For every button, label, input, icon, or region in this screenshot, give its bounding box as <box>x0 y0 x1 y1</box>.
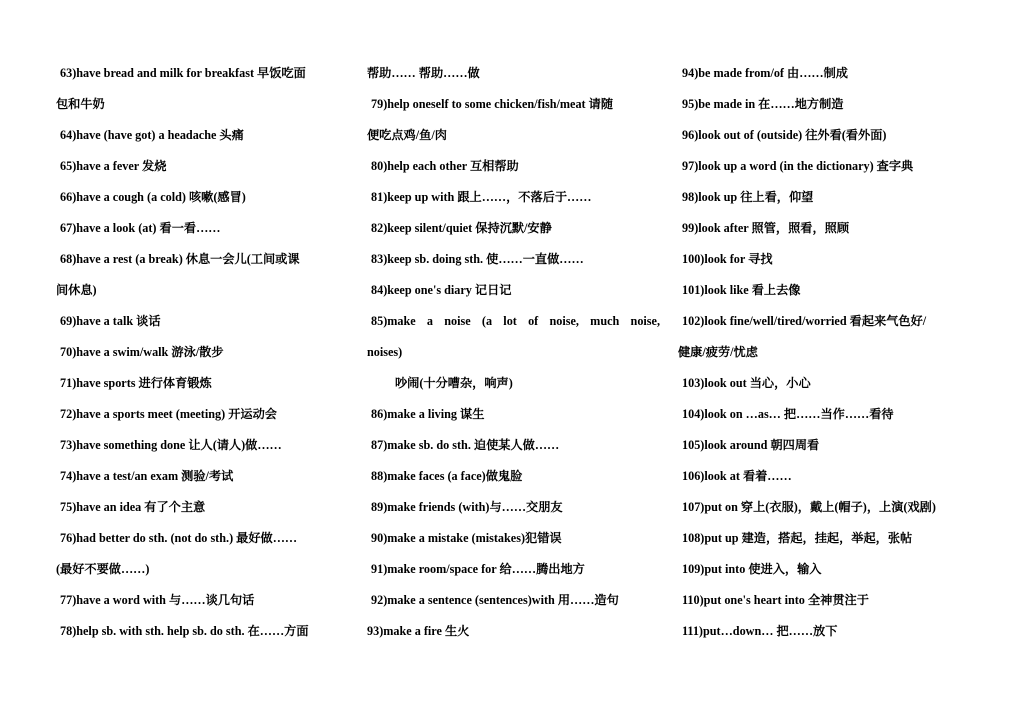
phrase-line: 99)look after 照管，照看，照顾 <box>682 221 850 235</box>
phrase-line: 84)keep one's diary 记日记 <box>371 283 512 297</box>
phrase-line: 吵闹(十分嘈杂，响声) <box>395 376 513 390</box>
phrase-line: 75)have an idea 有了个主意 <box>60 500 206 514</box>
phrase-line: 82)keep silent/quiet 保持沉默/安静 <box>371 221 552 235</box>
phrase-line: 90)make a mistake (mistakes)犯错误 <box>371 531 562 545</box>
phrase-line: 81)keep up with 跟上……，不落后于…… <box>371 190 592 204</box>
phrase-line: 间休息) <box>56 283 97 297</box>
phrase-line: 包和牛奶 <box>56 97 105 111</box>
phrase-line: 108)put up 建造，搭起，挂起，举起，张帖 <box>682 531 913 545</box>
phrase-line: 68)have a rest (a break) 休息一会儿(工间或课 <box>60 252 300 266</box>
phrase-line: 65)have a fever 发烧 <box>60 159 167 173</box>
phrase-line: 80)help each other 互相帮助 <box>371 159 519 173</box>
phrase-line: 107)put on 穿上(衣服)，戴上(帽子)，上演(戏剧) <box>682 500 936 514</box>
phrase-line: 83)keep sb. doing sth. 使……一直做…… <box>371 252 584 266</box>
phrase-line: 67)have a look (at) 看一看…… <box>60 221 221 235</box>
phrase-line: 105)look around 朝四周看 <box>682 438 820 452</box>
phrase-line: 96)look out of (outside) 往外看(看外面) <box>682 128 887 142</box>
phrase-line: 71)have sports 进行体育锻炼 <box>60 376 212 390</box>
phrase-line: 95)be made in 在……地方制造 <box>682 97 844 111</box>
phrase-line: 87)make sb. do sth. 迫使某人做…… <box>371 438 560 452</box>
phrase-column-1 <box>56 58 352 647</box>
phrase-line: 便吃点鸡/鱼/肉 <box>367 128 447 142</box>
phrase-line: 85)make a noise (a lot of noise, much noise, <box>371 314 660 328</box>
phrase-line: 健康/疲劳/忧虑 <box>678 345 758 359</box>
phrase-line: 78)help sb. with sth. help sb. do sth. 在……方面 <box>60 624 309 638</box>
phrase-line: 106)look at 看着…… <box>682 469 792 483</box>
phrase-line: 66)have a cough (a cold) 咳嗽(感冒) <box>60 190 246 204</box>
phrase-line: 89)make friends (with)与……交朋友 <box>371 500 563 514</box>
phrase-line: 72)have a sports meet (meeting) 开运动会 <box>60 407 277 421</box>
phrase-line: 69)have a talk 谈话 <box>60 314 161 328</box>
phrase-line: 63)have bread and milk for breakfast 早饭吃面 <box>60 66 306 80</box>
phrase-line: 97)look up a word (in the dictionary) 查字典 <box>682 159 914 173</box>
phrase-line: 74)have a test/an exam 测验/考试 <box>60 469 234 483</box>
phrase-column-2 <box>367 58 660 647</box>
phrase-line: 91)make room/space for 给……腾出地方 <box>371 562 585 576</box>
phrase-line: 70)have a swim/walk 游泳/散步 <box>60 345 224 359</box>
phrase-line: 79)help oneself to some chicken/fish/meat 请随 <box>371 97 614 111</box>
phrase-line: 110)put one's heart into 全神贯注于 <box>682 593 869 607</box>
phrase-line: 帮助…… 帮助……做 <box>367 66 480 80</box>
phrase-column-3 <box>678 58 978 647</box>
phrase-line: 103)look out 当心，小心 <box>682 376 811 390</box>
phrase-line: 86)make a living 谋生 <box>371 407 485 421</box>
phrase-line: 104)look on …as… 把……当作……看待 <box>682 407 894 421</box>
phrase-line: 88)make faces (a face)做鬼脸 <box>371 469 523 483</box>
phrase-line: 111)put…down… 把……放下 <box>682 624 838 638</box>
phrase-line: 76)had better do sth. (not do sth.) 最好做…… <box>60 531 298 545</box>
phrase-line: 100)look for 寻找 <box>682 252 773 266</box>
phrase-line: 92)make a sentence (sentences)with 用……造句 <box>371 593 619 607</box>
phrase-line: (最好不要做……) <box>56 562 150 576</box>
phrase-line: 93)make a fire 生火 <box>367 624 470 638</box>
phrase-line: 109)put into 使进入，输入 <box>682 562 822 576</box>
phrase-line: 102)look fine/well/tired/worried 看起来气色好/ <box>682 314 927 328</box>
phrase-line: 94)be made from/of 由……制成 <box>682 66 848 80</box>
phrase-line: 77)have a word with 与……谈几句话 <box>60 593 255 607</box>
phrase-line: 73)have something done 让人(请人)做…… <box>60 438 282 452</box>
phrase-line: 64)have (have got) a headache 头痛 <box>60 128 244 142</box>
phrase-line: noises) <box>367 345 403 359</box>
phrase-line: 101)look like 看上去像 <box>682 283 801 297</box>
phrase-line: 98)look up 往上看，仰望 <box>682 190 814 204</box>
